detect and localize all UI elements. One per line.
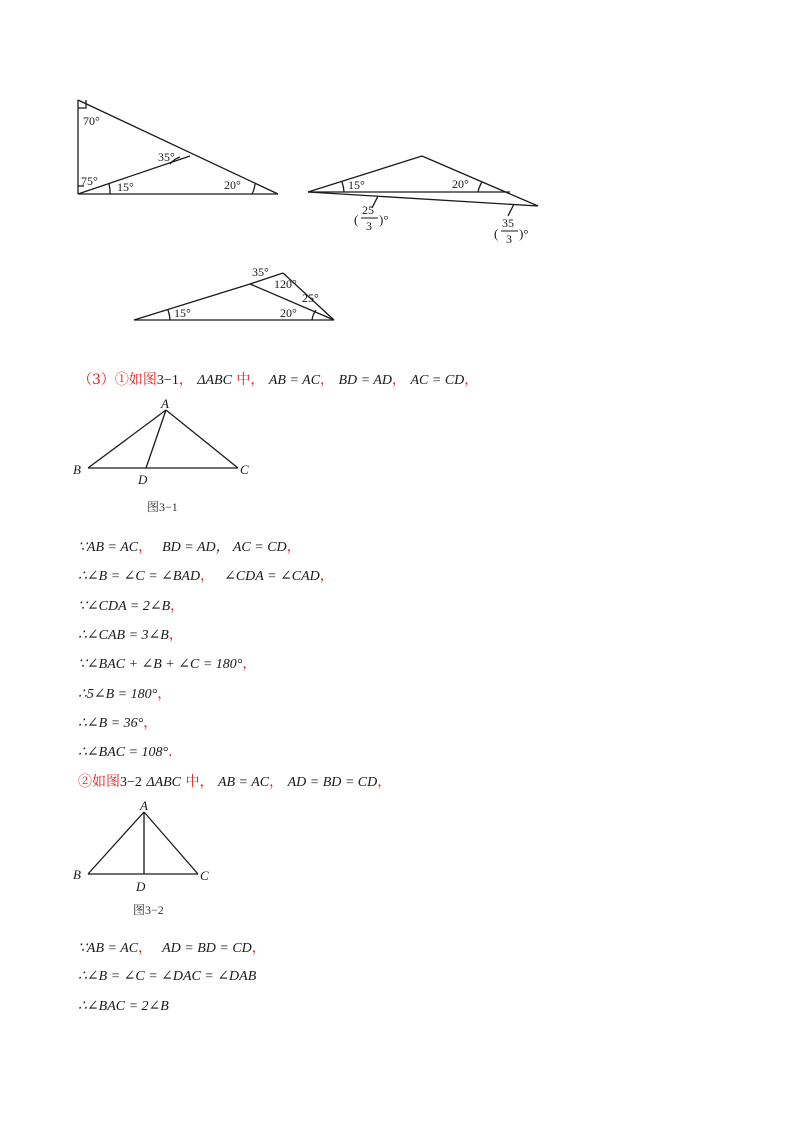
- vertex-label: B: [73, 462, 81, 477]
- angle-label: 120°: [274, 277, 297, 291]
- punct: ，: [319, 568, 334, 584]
- punct: ，: [143, 715, 158, 731]
- heading-prefix: ②如图: [78, 774, 120, 790]
- condition: AC = CD: [410, 373, 465, 388]
- condition: AB = AC: [217, 775, 270, 790]
- punct: ，: [464, 372, 479, 388]
- punct: ，: [269, 774, 284, 790]
- punct: ，: [251, 940, 266, 956]
- proof-math: ∵∠CDA = 2∠B: [78, 599, 171, 614]
- punct: ，: [138, 940, 153, 956]
- punct: ，: [320, 372, 335, 388]
- proof-line: [78, 537, 301, 558]
- punct: ，: [157, 686, 172, 702]
- figure-top-left: [72, 94, 287, 204]
- proof-line: [78, 938, 266, 959]
- figure-middle: [128, 258, 343, 326]
- proof-line: [78, 742, 182, 763]
- angle-label: 20°: [280, 306, 297, 320]
- angle-label: 15°: [174, 306, 191, 320]
- punct: ，: [138, 539, 153, 555]
- figure-caption: 图3−2: [133, 903, 164, 917]
- punct: ．: [168, 744, 183, 760]
- vertex-label: C: [200, 868, 209, 883]
- proof-line: [78, 654, 256, 675]
- condition: BD = AD: [338, 373, 393, 388]
- proof-math: AD = BD = CD: [162, 941, 252, 956]
- proof-line: [78, 684, 171, 705]
- proof-math: ∴∠BAC = 108°: [78, 745, 169, 760]
- proof-line: [78, 996, 169, 1017]
- angle-label: 15°: [117, 180, 134, 194]
- heading-text: 中，: [185, 774, 214, 790]
- proof-math: ∠CDA = ∠CAD: [224, 569, 320, 584]
- triangle-name: ΔABC: [197, 373, 232, 388]
- proof-math: ∴∠BAC = 2∠B: [78, 999, 169, 1014]
- paren-close: )°: [379, 212, 389, 227]
- angle-label: 15°: [348, 178, 365, 192]
- paren-close: )°: [519, 226, 529, 241]
- section-3-1-heading: [78, 370, 478, 391]
- punct: ，: [200, 568, 215, 584]
- vertex-label: A: [140, 798, 148, 813]
- proof-math: ∴∠CAB = 3∠B: [78, 628, 169, 643]
- heading-prefix: （3）①如图: [78, 372, 157, 388]
- proof-math: ∴∠B = ∠C = ∠DAC = ∠DAB: [78, 969, 257, 984]
- vertex-label: C: [240, 462, 249, 477]
- punct: ，: [250, 372, 265, 388]
- angle-label: 25°: [302, 291, 319, 305]
- fraction-denominator: 3: [506, 232, 512, 246]
- proof-line: [78, 596, 184, 617]
- proof-math: ∵∠BAC + ∠B + ∠C = 180°: [78, 657, 243, 672]
- figure-caption: 图3−1: [147, 500, 178, 514]
- figure-ref: 3−1: [156, 373, 179, 388]
- condition: AD = BD = CD: [287, 775, 378, 790]
- figure-top-right: [300, 150, 550, 250]
- angle-label: 20°: [224, 178, 241, 192]
- proof-line: [78, 966, 256, 987]
- punct: ，: [392, 372, 407, 388]
- fraction-numerator: 35: [502, 216, 514, 230]
- paren-open: (: [354, 212, 359, 227]
- condition: AB = AC: [268, 373, 321, 388]
- proof-line: [78, 713, 157, 734]
- angle-label: 70°: [83, 114, 100, 128]
- vertex-label: B: [73, 867, 81, 882]
- proof-math: ∴5∠B = 180°: [78, 687, 158, 702]
- punct: ，: [170, 598, 185, 614]
- proof-line: [78, 566, 334, 587]
- vertex-label: D: [136, 879, 146, 894]
- punct: ，: [168, 627, 183, 643]
- proof-math: BD = AD， AC = CD: [162, 540, 287, 555]
- angle-label: 35°: [158, 150, 175, 164]
- vertex-label: D: [138, 472, 148, 487]
- angle-label: 35°: [252, 265, 269, 279]
- triangle-name: ΔABC: [146, 775, 182, 790]
- vertex-label: A: [161, 396, 169, 411]
- punct: ，: [286, 539, 301, 555]
- proof-math: ∵AB = AC: [78, 941, 139, 956]
- figure-3-1: [70, 396, 255, 488]
- proof-math: ∵AB = AC: [78, 540, 139, 555]
- angle-label: 75°: [81, 174, 98, 188]
- punct: ，: [242, 656, 257, 672]
- section-3-2-heading: [78, 772, 391, 793]
- punct: ，: [178, 372, 193, 388]
- proof-line: [78, 625, 183, 646]
- fraction-numerator: 25: [362, 203, 374, 217]
- figure-3-2: [68, 798, 228, 894]
- fraction-denominator: 3: [366, 219, 372, 233]
- angle-label: 20°: [452, 177, 469, 191]
- punct: ，: [377, 774, 392, 790]
- figure-ref: 3−2: [120, 775, 142, 790]
- proof-math: ∴∠B = ∠C = ∠BAD: [78, 569, 201, 584]
- heading-text: 中: [236, 372, 251, 388]
- paren-open: (: [494, 226, 499, 241]
- proof-math: ∴∠B = 36°: [78, 716, 144, 731]
